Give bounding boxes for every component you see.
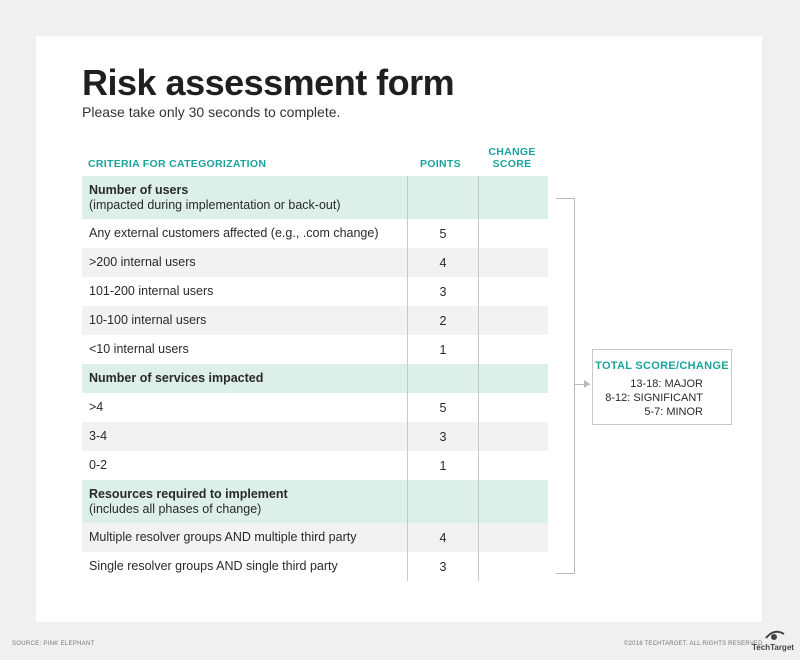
risk-table xyxy=(82,176,548,581)
criteria-cell: <10 internal users xyxy=(89,342,189,356)
criteria-cell: Any external customers affected (e.g., .com change) xyxy=(89,226,379,240)
criteria-cell: Single resolver groups AND single third party xyxy=(89,559,338,573)
section-subtitle: (impacted during implementation or back-out) xyxy=(89,197,341,212)
change-score-cell[interactable] xyxy=(478,306,548,335)
score-bracket xyxy=(556,198,575,574)
points-cell: 1 xyxy=(408,335,478,364)
criteria-cell: >200 internal users xyxy=(89,255,196,269)
table-row xyxy=(82,393,548,422)
score-range-major: 13-18: MAJOR xyxy=(630,378,703,390)
eye-logo-icon xyxy=(752,628,792,644)
section-title: Resources required to implement xyxy=(89,486,288,501)
copyright-note: ©2018 TECHTARGET. ALL RIGHTS RESERVED xyxy=(624,641,763,647)
table-row xyxy=(82,422,548,451)
points-cell: 2 xyxy=(408,306,478,335)
points-cell: 3 xyxy=(408,552,478,581)
points-cell xyxy=(408,176,478,219)
criteria-cell: 10-100 internal users xyxy=(89,313,207,327)
change-score-cell[interactable] xyxy=(478,422,548,451)
table-row xyxy=(82,248,548,277)
table-row xyxy=(82,306,548,335)
source-note: SOURCE: PINK ELEPHANT xyxy=(12,641,95,647)
criteria-cell: >4 xyxy=(89,400,104,414)
change-score-cell[interactable] xyxy=(478,451,548,480)
change-score-cell[interactable] xyxy=(478,335,548,364)
points-cell: 4 xyxy=(408,248,478,277)
section-title: Number of services impacted xyxy=(89,371,264,385)
header-points: POINTS xyxy=(420,158,461,170)
score-box-title: TOTAL SCORE/CHANGE xyxy=(595,360,729,372)
score-range-significant: 8-12: SIGNIFICANT xyxy=(605,392,703,404)
points-cell: 3 xyxy=(408,422,478,451)
techtarget-logo xyxy=(752,628,792,654)
points-cell xyxy=(408,480,478,523)
table-row xyxy=(82,219,548,248)
header-change-line1: CHANGE xyxy=(488,146,536,158)
criteria-cell: 0-2 xyxy=(89,458,108,472)
table-row xyxy=(82,451,548,480)
table-row xyxy=(82,277,548,306)
section-label xyxy=(82,480,408,523)
criteria-cell: Multiple resolver groups AND multiple third party xyxy=(89,530,357,544)
section-row-services-impacted xyxy=(82,364,548,393)
section-label xyxy=(82,176,408,219)
points-cell: 4 xyxy=(408,523,478,552)
table-row xyxy=(82,552,548,581)
table-row xyxy=(82,523,548,552)
change-score-cell[interactable] xyxy=(478,552,548,581)
change-score-cell[interactable] xyxy=(478,176,548,219)
total-score-box xyxy=(592,349,732,425)
points-cell: 1 xyxy=(408,451,478,480)
points-cell: 3 xyxy=(408,277,478,306)
header-change-score xyxy=(478,146,546,170)
table-row xyxy=(82,335,548,364)
points-cell xyxy=(408,364,478,393)
section-title: Number of users xyxy=(89,182,189,197)
section-subtitle: (includes all phases of change) xyxy=(89,501,262,516)
page-subtitle: Please take only 30 seconds to complete. xyxy=(82,104,341,120)
section-row-resources-required xyxy=(82,480,548,523)
change-score-cell[interactable] xyxy=(478,393,548,422)
change-score-cell[interactable] xyxy=(478,219,548,248)
section-label xyxy=(82,364,408,393)
arrow-right-icon xyxy=(584,380,590,388)
points-cell: 5 xyxy=(408,219,478,248)
criteria-cell: 3-4 xyxy=(89,429,108,443)
change-score-cell[interactable] xyxy=(478,277,548,306)
header-change-line2: SCORE xyxy=(492,158,532,170)
header-criteria: CRITERIA FOR CATEGORIZATION xyxy=(88,158,267,170)
change-score-cell[interactable] xyxy=(478,523,548,552)
page-title: Risk assessment form xyxy=(82,62,455,103)
change-score-cell[interactable] xyxy=(478,480,548,523)
change-score-cell[interactable] xyxy=(478,248,548,277)
points-cell: 5 xyxy=(408,393,478,422)
score-range-minor: 5-7: MINOR xyxy=(644,406,703,418)
section-row-number-of-users xyxy=(82,176,548,219)
criteria-cell: 101-200 internal users xyxy=(89,284,214,298)
logo-text: TechTarget xyxy=(752,643,794,652)
change-score-cell[interactable] xyxy=(478,364,548,393)
